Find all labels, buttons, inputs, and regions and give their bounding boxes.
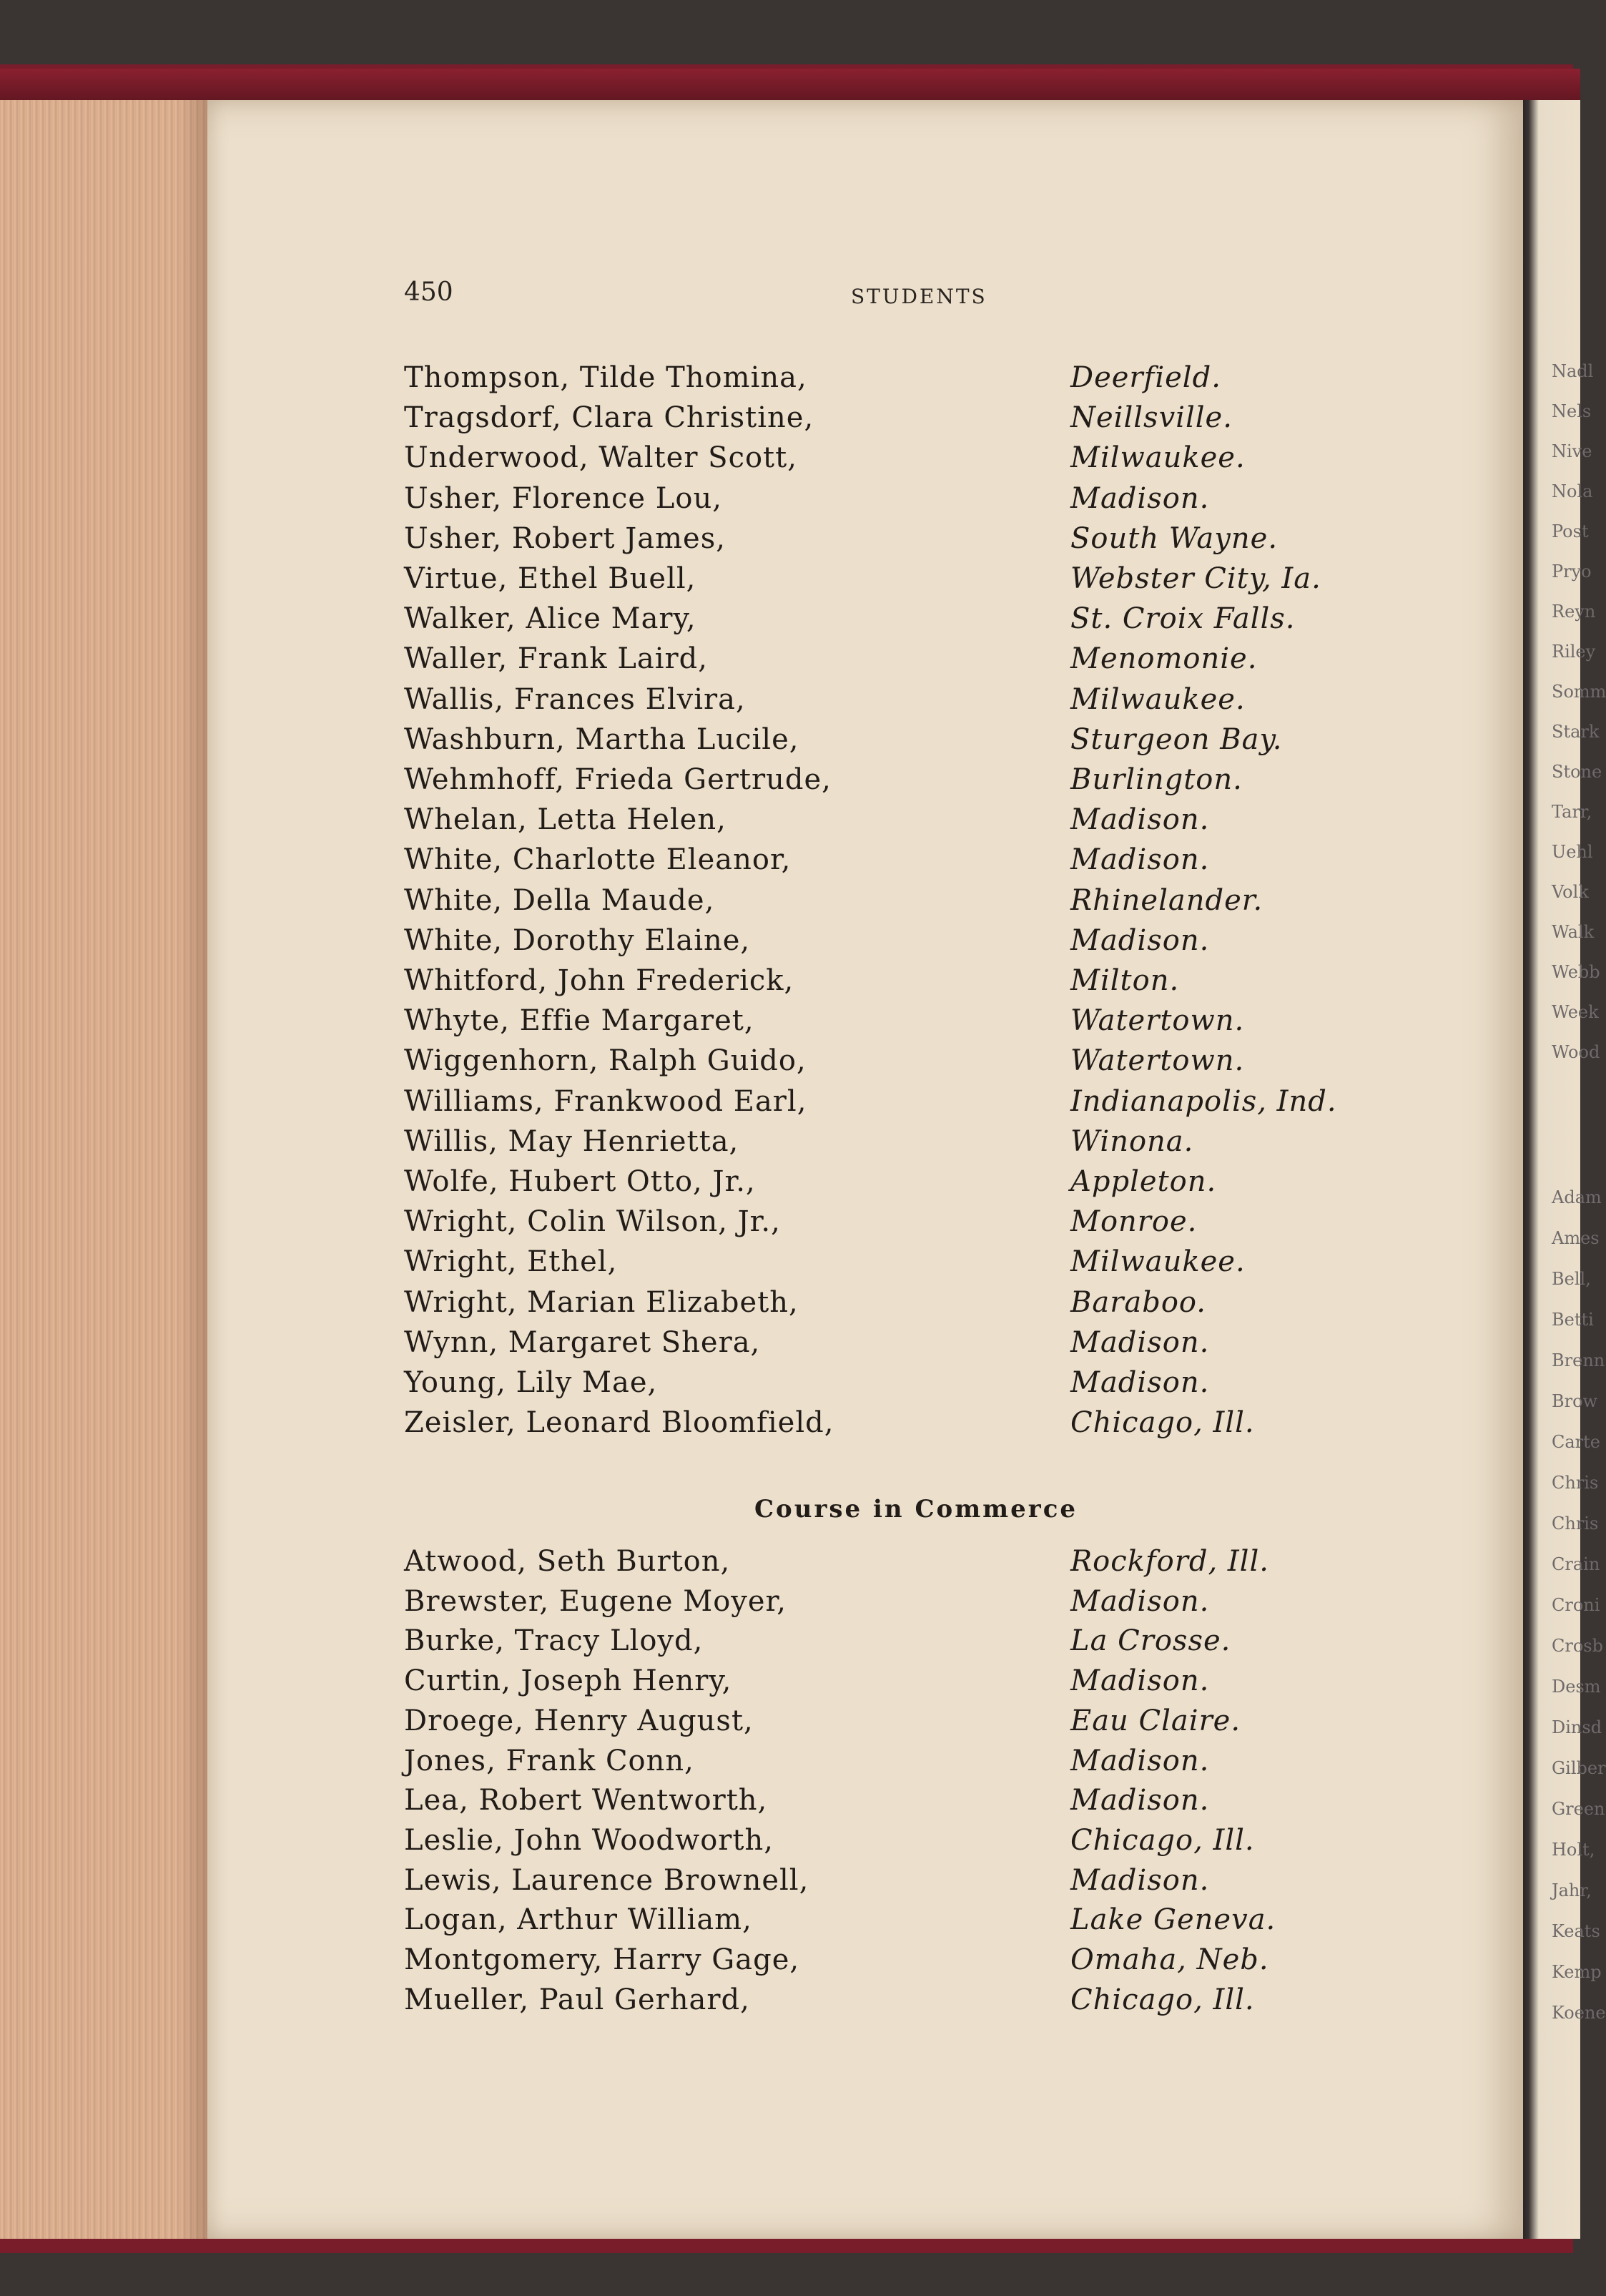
student-hometown: Burlington.: [1070, 763, 1243, 796]
student-hometown: Madison.: [1070, 1863, 1210, 1897]
student-hometown: Menomonie.: [1070, 642, 1258, 676]
facing-page-text-fragment: Somm: [1552, 682, 1606, 702]
student-entry: [404, 482, 1405, 518]
student-name: Wright, Ethel,: [404, 1245, 618, 1279]
student-entry: [404, 1943, 1405, 1979]
student-entry: [404, 1585, 1405, 1621]
student-hometown: Madison.: [1070, 1584, 1210, 1618]
student-hometown: Milton.: [1070, 964, 1180, 997]
student-name: Atwood, Seth Burton,: [404, 1545, 731, 1578]
student-name: Zeisler, Leonard Bloomfield,: [404, 1406, 834, 1440]
student-hometown: Eau Claire.: [1070, 1704, 1241, 1737]
facing-page-text-fragment: Week: [1552, 1002, 1599, 1022]
student-name: Logan, Arthur William,: [404, 1903, 752, 1937]
student-entry: [404, 1903, 1405, 1939]
facing-page-text-fragment: Stone: [1552, 762, 1602, 782]
student-name: Walker, Alice Mary,: [404, 602, 696, 636]
student-entry: [404, 1286, 1405, 1322]
student-name: Brewster, Eugene Moyer,: [404, 1584, 787, 1618]
student-entry: [404, 683, 1405, 719]
student-name: Montgomery, Harry Gage,: [404, 1943, 800, 1976]
student-entry: [404, 1784, 1405, 1820]
facing-page-text-fragment: Kemp: [1552, 1962, 1602, 1982]
student-name: Virtue, Ethel Buell,: [404, 562, 696, 595]
student-name: Tragsdorf, Clara Christine,: [404, 401, 814, 435]
facing-page-text-fragment: Nive: [1552, 441, 1592, 461]
student-name: Whelan, Letta Helen,: [404, 803, 726, 837]
facing-page-text-fragment: Betti: [1552, 1310, 1594, 1330]
student-entry: [404, 1406, 1405, 1442]
facing-page-text-fragment: Croni: [1552, 1595, 1600, 1615]
student-name: Young, Lily Mae,: [404, 1366, 658, 1399]
student-name: Whyte, Effie Margaret,: [404, 1004, 754, 1038]
student-name: Burke, Tracy Lloyd,: [404, 1624, 704, 1658]
student-hometown: Madison.: [1070, 481, 1210, 515]
student-name: Usher, Robert James,: [404, 521, 726, 555]
student-hometown: Monroe.: [1070, 1205, 1198, 1239]
facing-page-text-fragment: Ames: [1552, 1228, 1600, 1248]
student-name: Wolfe, Hubert Otto, Jr.,: [404, 1165, 756, 1198]
facing-page-text-fragment: Gilber: [1552, 1758, 1606, 1778]
student-name: White, Dorothy Elaine,: [404, 923, 751, 957]
student-hometown: Winona.: [1070, 1124, 1194, 1158]
student-hometown: Madison.: [1070, 1664, 1210, 1698]
student-hometown: Milwaukee.: [1070, 1245, 1246, 1279]
student-name: Droege, Henry August,: [404, 1704, 754, 1737]
facing-page-text-fragment: Tarr,: [1552, 802, 1592, 822]
student-entry: [404, 562, 1405, 598]
student-name: Wehmhoff, Frieda Gertrude,: [404, 763, 832, 796]
facing-page-text-fragment: Reyn: [1552, 602, 1596, 622]
student-hometown: Chicago, Ill.: [1070, 1823, 1255, 1857]
student-entry: [404, 884, 1405, 920]
student-name: Whitford, John Frederick,: [404, 964, 794, 997]
page-edges: [0, 100, 207, 2239]
student-entry: [404, 1545, 1405, 1581]
student-entry: [404, 723, 1405, 759]
facing-page-text-fragment: Chris: [1552, 1473, 1599, 1493]
student-hometown: Milwaukee.: [1070, 441, 1246, 475]
student-entry: [404, 1745, 1405, 1780]
student-entry: [404, 1044, 1405, 1080]
student-name: Wright, Colin Wilson, Jr.,: [404, 1205, 781, 1239]
facing-page-text-fragment: Riley: [1552, 642, 1596, 662]
student-entry: [404, 522, 1405, 558]
student-hometown: Watertown.: [1070, 1044, 1245, 1078]
student-hometown: Madison.: [1070, 1366, 1210, 1399]
student-entry: [404, 1704, 1405, 1740]
facing-page-text-fragment: Nola: [1552, 481, 1593, 501]
facing-page-text-fragment: Jahr,: [1552, 1880, 1592, 1900]
running-header: STUDENTS: [851, 285, 987, 308]
facing-page-text-fragment: Pryo: [1552, 561, 1592, 582]
facing-page-text-fragment: Webb: [1552, 962, 1600, 982]
student-entry: [404, 1085, 1405, 1121]
facing-page-text-fragment: Walk: [1552, 922, 1595, 942]
student-name: Leslie, John Woodworth,: [404, 1823, 774, 1857]
student-name: Willis, May Henrietta,: [404, 1124, 739, 1158]
facing-page-text-fragment: Bell,: [1552, 1269, 1591, 1289]
student-entry: [404, 1664, 1405, 1700]
student-hometown: Madison.: [1070, 1744, 1210, 1777]
student-name: Usher, Florence Lou,: [404, 481, 722, 515]
student-hometown: Madison.: [1070, 843, 1210, 877]
student-name: Underwood, Walter Scott,: [404, 441, 797, 475]
student-entry: [404, 924, 1405, 960]
facing-page-text-fragment: Chris: [1552, 1514, 1599, 1534]
facing-page-text-fragment: Desm: [1552, 1677, 1601, 1697]
facing-page-edge: [1523, 100, 1606, 2239]
student-entry: [404, 1864, 1405, 1900]
facing-page-text-fragment: Adam: [1552, 1187, 1602, 1207]
page-edges-shadow: [179, 100, 207, 2239]
student-hometown: Omaha, Neb.: [1070, 1943, 1269, 1976]
student-hometown: La Crosse.: [1070, 1624, 1231, 1658]
student-entry: [404, 361, 1405, 397]
facing-page-text-fragment: Koene: [1552, 2003, 1606, 2023]
student-hometown: Chicago, Ill.: [1070, 1406, 1255, 1440]
student-hometown: Appleton.: [1070, 1165, 1217, 1198]
student-name: White, Della Maude,: [404, 883, 715, 917]
student-name: Jones, Frank Conn,: [404, 1744, 694, 1777]
facing-page-text-fragment: Wood: [1552, 1042, 1600, 1062]
student-entry: [404, 441, 1405, 477]
book-cover-top-edge: [0, 69, 1580, 104]
student-name: Mueller, Paul Gerhard,: [404, 1983, 750, 2016]
student-hometown: Chicago, Ill.: [1070, 1983, 1255, 2016]
student-hometown: Madison.: [1070, 803, 1210, 837]
student-hometown: Indianapolis, Ind.: [1070, 1084, 1337, 1118]
facing-page-text-fragment: Green: [1552, 1799, 1605, 1819]
student-entry: [404, 964, 1405, 1000]
facing-page-text-fragment: Dinsd: [1552, 1717, 1602, 1737]
student-entry: [404, 1624, 1405, 1660]
student-name: Wallis, Frances Elvira,: [404, 682, 746, 716]
student-name: White, Charlotte Eleanor,: [404, 843, 792, 877]
student-hometown: Deerfield.: [1070, 361, 1221, 394]
student-entry: [404, 1205, 1405, 1241]
student-hometown: Sturgeon Bay.: [1070, 722, 1283, 756]
page-number: 450: [404, 278, 453, 307]
section-heading: Course in Commerce: [754, 1495, 1078, 1524]
student-name: Washburn, Martha Lucile,: [404, 722, 799, 756]
student-hometown: Neillsville.: [1070, 401, 1233, 435]
facing-page-text-fragment: Crosb: [1552, 1636, 1603, 1656]
facing-page-text-fragment: Keats: [1552, 1921, 1600, 1941]
facing-page-text-fragment: Brow: [1552, 1391, 1598, 1411]
student-hometown: Madison.: [1070, 923, 1210, 957]
student-name: Lea, Robert Wentworth,: [404, 1784, 768, 1817]
student-entry: [404, 1983, 1405, 2019]
facing-page-text-fragment: Nels: [1552, 401, 1592, 421]
student-name: Wynn, Margaret Shera,: [404, 1325, 761, 1359]
student-entry: [404, 1004, 1405, 1040]
facing-page-text-fragment: Stark: [1552, 722, 1600, 742]
facing-page-text-fragment: Volk: [1552, 882, 1589, 902]
student-entry: [404, 1165, 1405, 1201]
student-hometown: St. Croix Falls.: [1070, 602, 1296, 636]
facing-page-text-fragment: Post: [1552, 521, 1589, 541]
student-name: Waller, Frank Laird,: [404, 642, 708, 676]
facing-page-text-fragment: Carte: [1552, 1432, 1600, 1452]
facing-page-text-fragment: Uehl: [1552, 842, 1593, 862]
student-entry: [404, 1245, 1405, 1281]
student-name: Wright, Marian Elizabeth,: [404, 1285, 799, 1319]
student-entry: [404, 642, 1405, 678]
student-name: Lewis, Laurence Brownell,: [404, 1863, 809, 1897]
student-entry: [404, 602, 1405, 638]
student-name: Curtin, Joseph Henry,: [404, 1664, 732, 1698]
student-name: Thompson, Tilde Thomina,: [404, 361, 807, 394]
student-hometown: Webster City, Ia.: [1070, 562, 1321, 595]
student-hometown: Rhinelander.: [1070, 883, 1263, 917]
student-hometown: Rockford, Ill.: [1070, 1545, 1269, 1578]
student-hometown: South Wayne.: [1070, 521, 1279, 555]
student-entry: [404, 401, 1405, 437]
facing-page-text-fragment: Crain: [1552, 1554, 1600, 1574]
student-entry: [404, 763, 1405, 799]
student-hometown: Watertown.: [1070, 1004, 1245, 1038]
student-hometown: Lake Geneva.: [1070, 1903, 1276, 1937]
student-entry: [404, 1125, 1405, 1161]
student-entry: [404, 843, 1405, 879]
facing-page-text-fragment: Holt,: [1552, 1840, 1595, 1860]
student-name: Williams, Frankwood Earl,: [404, 1084, 807, 1118]
student-hometown: Madison.: [1070, 1784, 1210, 1817]
student-entry: [404, 803, 1405, 839]
student-entry: [404, 1326, 1405, 1362]
student-name: Wiggenhorn, Ralph Guido,: [404, 1044, 807, 1078]
facing-page-text-fragment: Brenn: [1552, 1350, 1605, 1370]
student-hometown: Madison.: [1070, 1325, 1210, 1359]
student-hometown: Milwaukee.: [1070, 682, 1246, 716]
facing-page-text-fragment: Nadl: [1552, 361, 1594, 381]
student-entry: [404, 1824, 1405, 1860]
student-hometown: Baraboo.: [1070, 1285, 1206, 1319]
student-entry: [404, 1366, 1405, 1402]
